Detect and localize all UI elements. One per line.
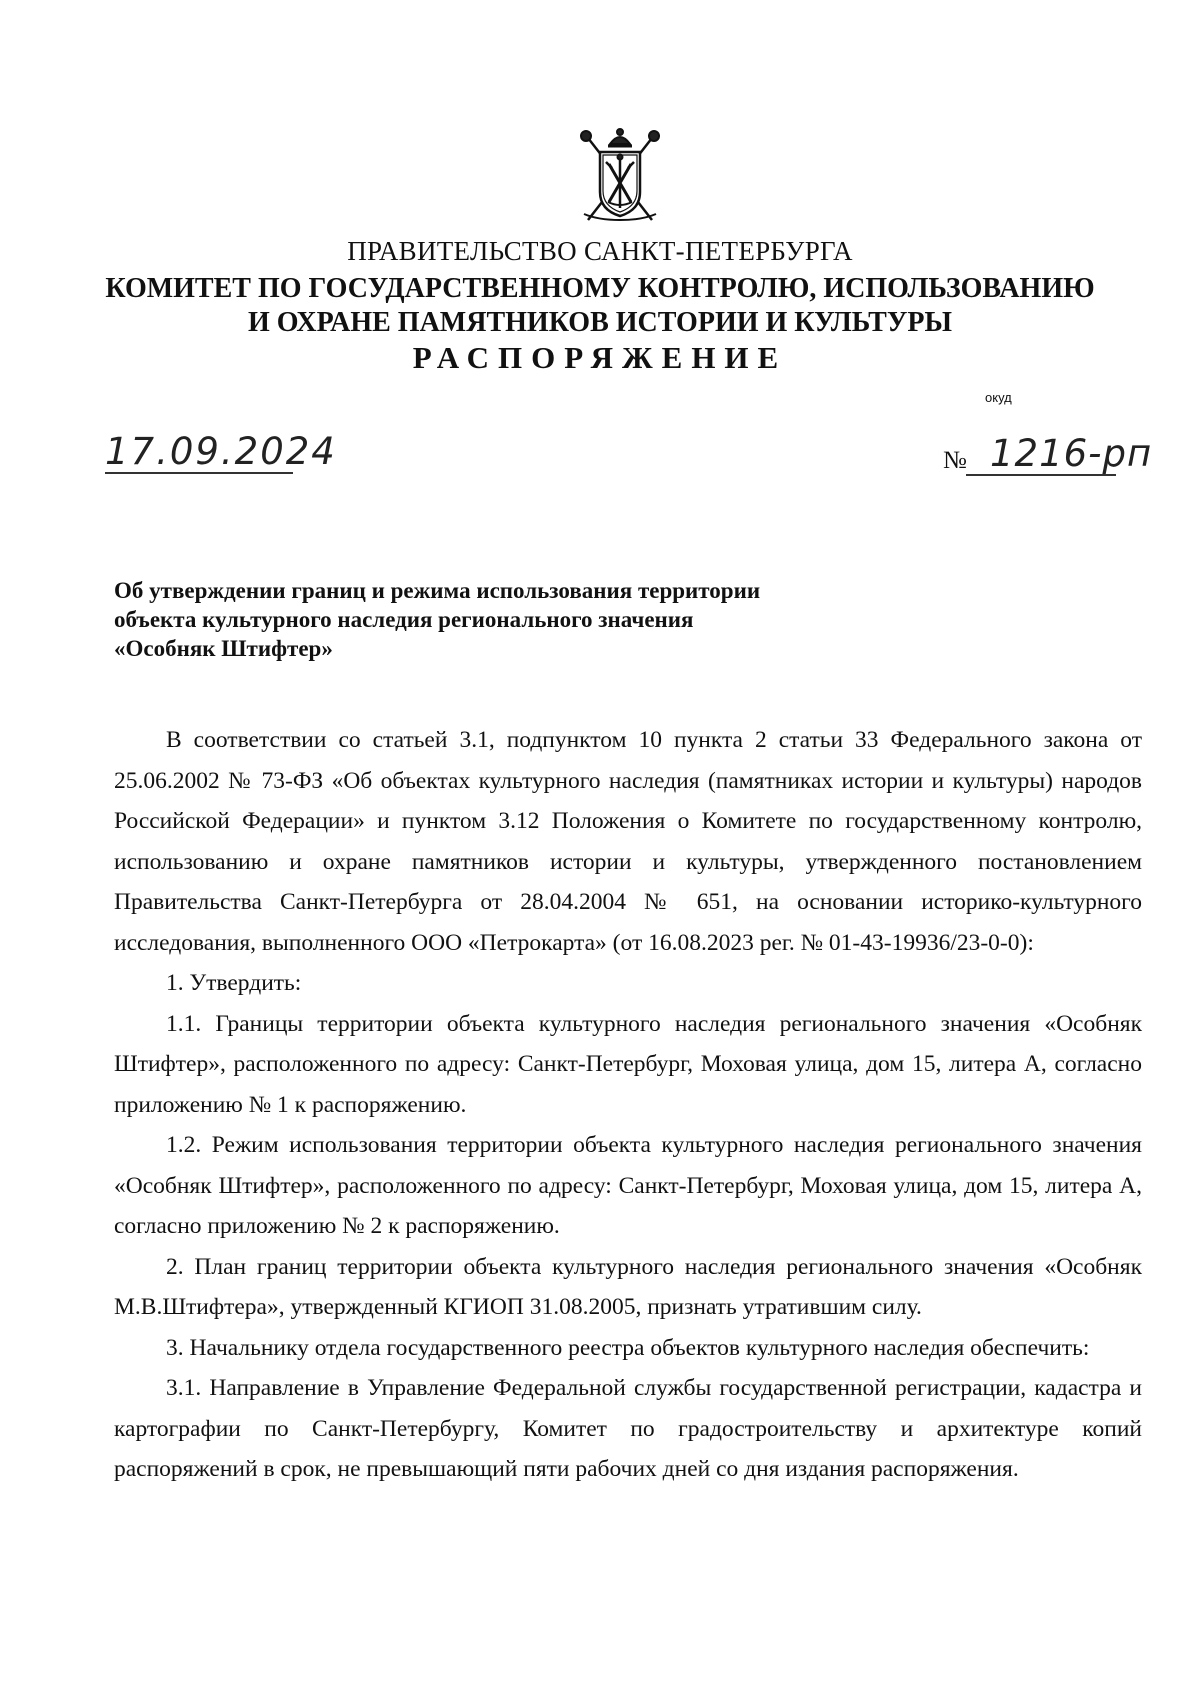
- order-body: [114, 720, 1142, 1490]
- preamble-paragraph: В соответствии со статьей 3.1, подпунктом 10 пункта 2 статьи 33 Федерального закона от 25.06.2002 № 73-ФЗ «Об объектах культурного наследия (памятниках истории и культуры) народов Российской Федерации» и пунктом 3.12 Положения о Комитете по государственному контролю, использованию и охране памятников истории и культуры, утвержденного постановлением Правительства Санкт-Петербурга от 28.04.2004 № 651, на основании историко-культурного исследования, выполненного ООО «Петрокарта» (от 16.08.2023 рег. № 01-43-19936/23-0-0):: [114, 727, 1142, 956]
- date-underline: [105, 472, 293, 474]
- clause-1-2: 1.2. Режим использования территории объекта культурного наследия регионального значения «Особняк Штифтер», расположенного по адресу: Санкт-Петербург, Моховая улица, дом 15, литера А, согласно приложению № 2 к распоряжению.: [114, 1132, 1142, 1239]
- committee-name: [0, 272, 1200, 340]
- clause-1-1: 1.1. Границы территории объекта культурного наследия регионального значения «Особняк Штифтер», расположенного по адресу: Санкт-Петербург, Моховая улица, дом 15, литера А, согласно приложению № 1 к распоряжению.: [114, 1010, 1142, 1118]
- handwritten-order-number: 1216-рп: [990, 432, 1153, 475]
- handwritten-date: 17.09.2024: [105, 430, 337, 473]
- number-sign: №: [943, 447, 967, 474]
- clause-2: 2. План границ территории объекта культурного наследия регионального значения «Особняк М.В.Штифтера», утвержденный КГИОП 31.08.2005, признать утратившим силу.: [114, 1253, 1142, 1320]
- government-name: ПРАВИТЕЛЬСТВО САНКТ-ПЕТЕРБУРГА: [347, 236, 853, 266]
- clause-3: 3. Начальнику отдела государственного реестра объектов культурного наследия обеспечить:: [166, 1334, 1090, 1361]
- order-subject: [114, 576, 834, 663]
- subject-line-1: Об утверждении границ и режима использования территории: [114, 578, 761, 603]
- okud-label: окуд: [985, 390, 1012, 405]
- clause-1: 1. Утвердить:: [166, 970, 302, 996]
- st-petersburg-coat-of-arms-icon: [578, 124, 662, 224]
- number-underline: [966, 474, 1116, 476]
- document-type-title: РАСПОРЯЖЕНИЕ: [412, 340, 788, 375]
- subject-line-3: «Особняк Штифтер»: [114, 636, 333, 661]
- committee-name-line-1: КОМИТЕТ ПО ГОСУДАРСТВЕННОМУ КОНТРОЛЮ, ИСПОЛЬЗОВАНИЮ: [105, 273, 1095, 304]
- committee-name-line-2: И ОХРАНЕ ПАМЯТНИКОВ ИСТОРИИ И КУЛЬТУРЫ: [248, 307, 952, 338]
- subject-line-2: объекта культурного наследия регионального значения: [114, 607, 694, 632]
- clause-3-1: 3.1. Направление в Управление Федеральной службы государственной регистрации, кадастра и картографии по Санкт-Петербургу, Комитет по градостроительству и архитектуре копий распоряжений в срок, не превышающий пяти рабочих дней со дня издания распоряжения.: [114, 1375, 1142, 1482]
